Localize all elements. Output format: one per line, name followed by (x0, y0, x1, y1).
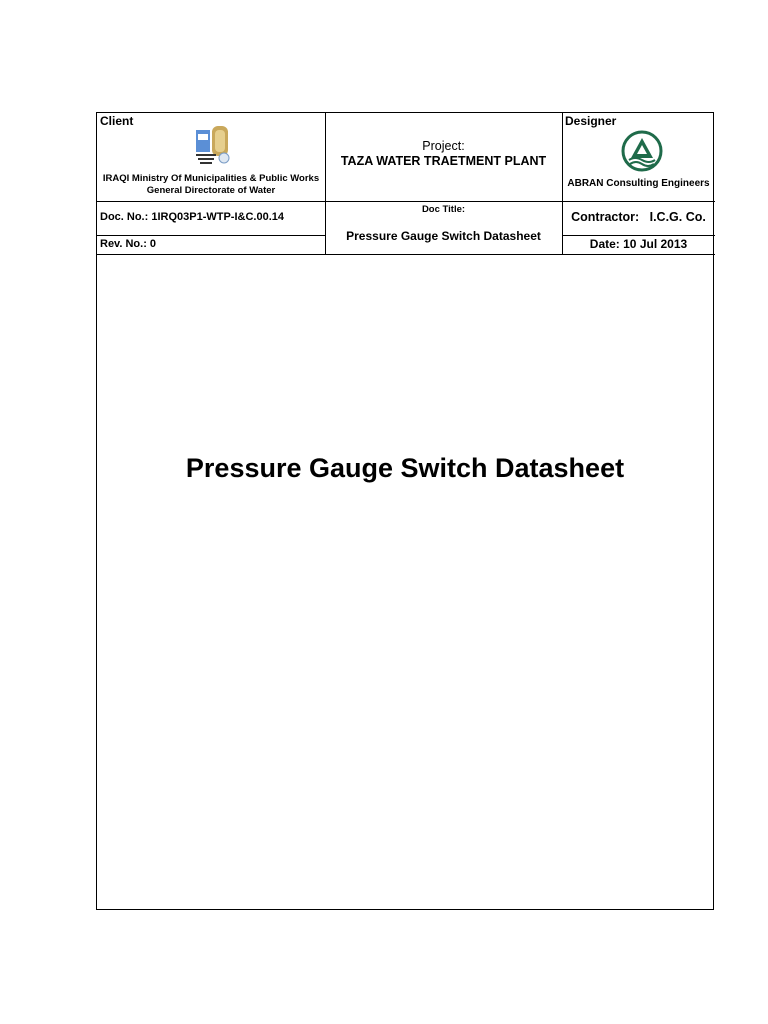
grid-line (97, 201, 325, 202)
grid-line (562, 235, 715, 236)
client-label: Client (100, 114, 134, 128)
contractor: Contractor: I.C.G. Co. (571, 210, 706, 224)
client-name-line2: General Directorate of Water (146, 185, 276, 196)
grid-line (97, 254, 715, 255)
doc-title: Pressure Gauge Switch Datasheet (346, 229, 541, 243)
doc-number: Doc. No.: 1IRQ03P1-WTP-I&C.00.14 (100, 211, 284, 223)
project-block (325, 139, 562, 168)
doc-title-label: Doc Title: (421, 204, 466, 215)
main-title: Pressure Gauge Switch Datasheet (185, 453, 625, 483)
designer-name: ABRAN Consulting Engineers (567, 178, 710, 189)
project-name: TAZA WATER TRAETMENT PLANT (340, 154, 547, 168)
grid-line (562, 201, 715, 202)
grid-line (97, 235, 325, 236)
client-name-line1: IRAQI Ministry Of Municipalities & Public Works (102, 173, 320, 184)
date: Date: 10 Jul 2013 (589, 237, 688, 251)
grid-line (325, 201, 562, 202)
designer-label: Designer (565, 114, 617, 128)
project-label: Project: (422, 139, 465, 153)
document-sheet (96, 112, 714, 910)
revision-number: Rev. No.: 0 (100, 238, 157, 250)
abran-logo (621, 130, 663, 172)
client-logo (190, 120, 236, 168)
client-name (97, 173, 325, 197)
